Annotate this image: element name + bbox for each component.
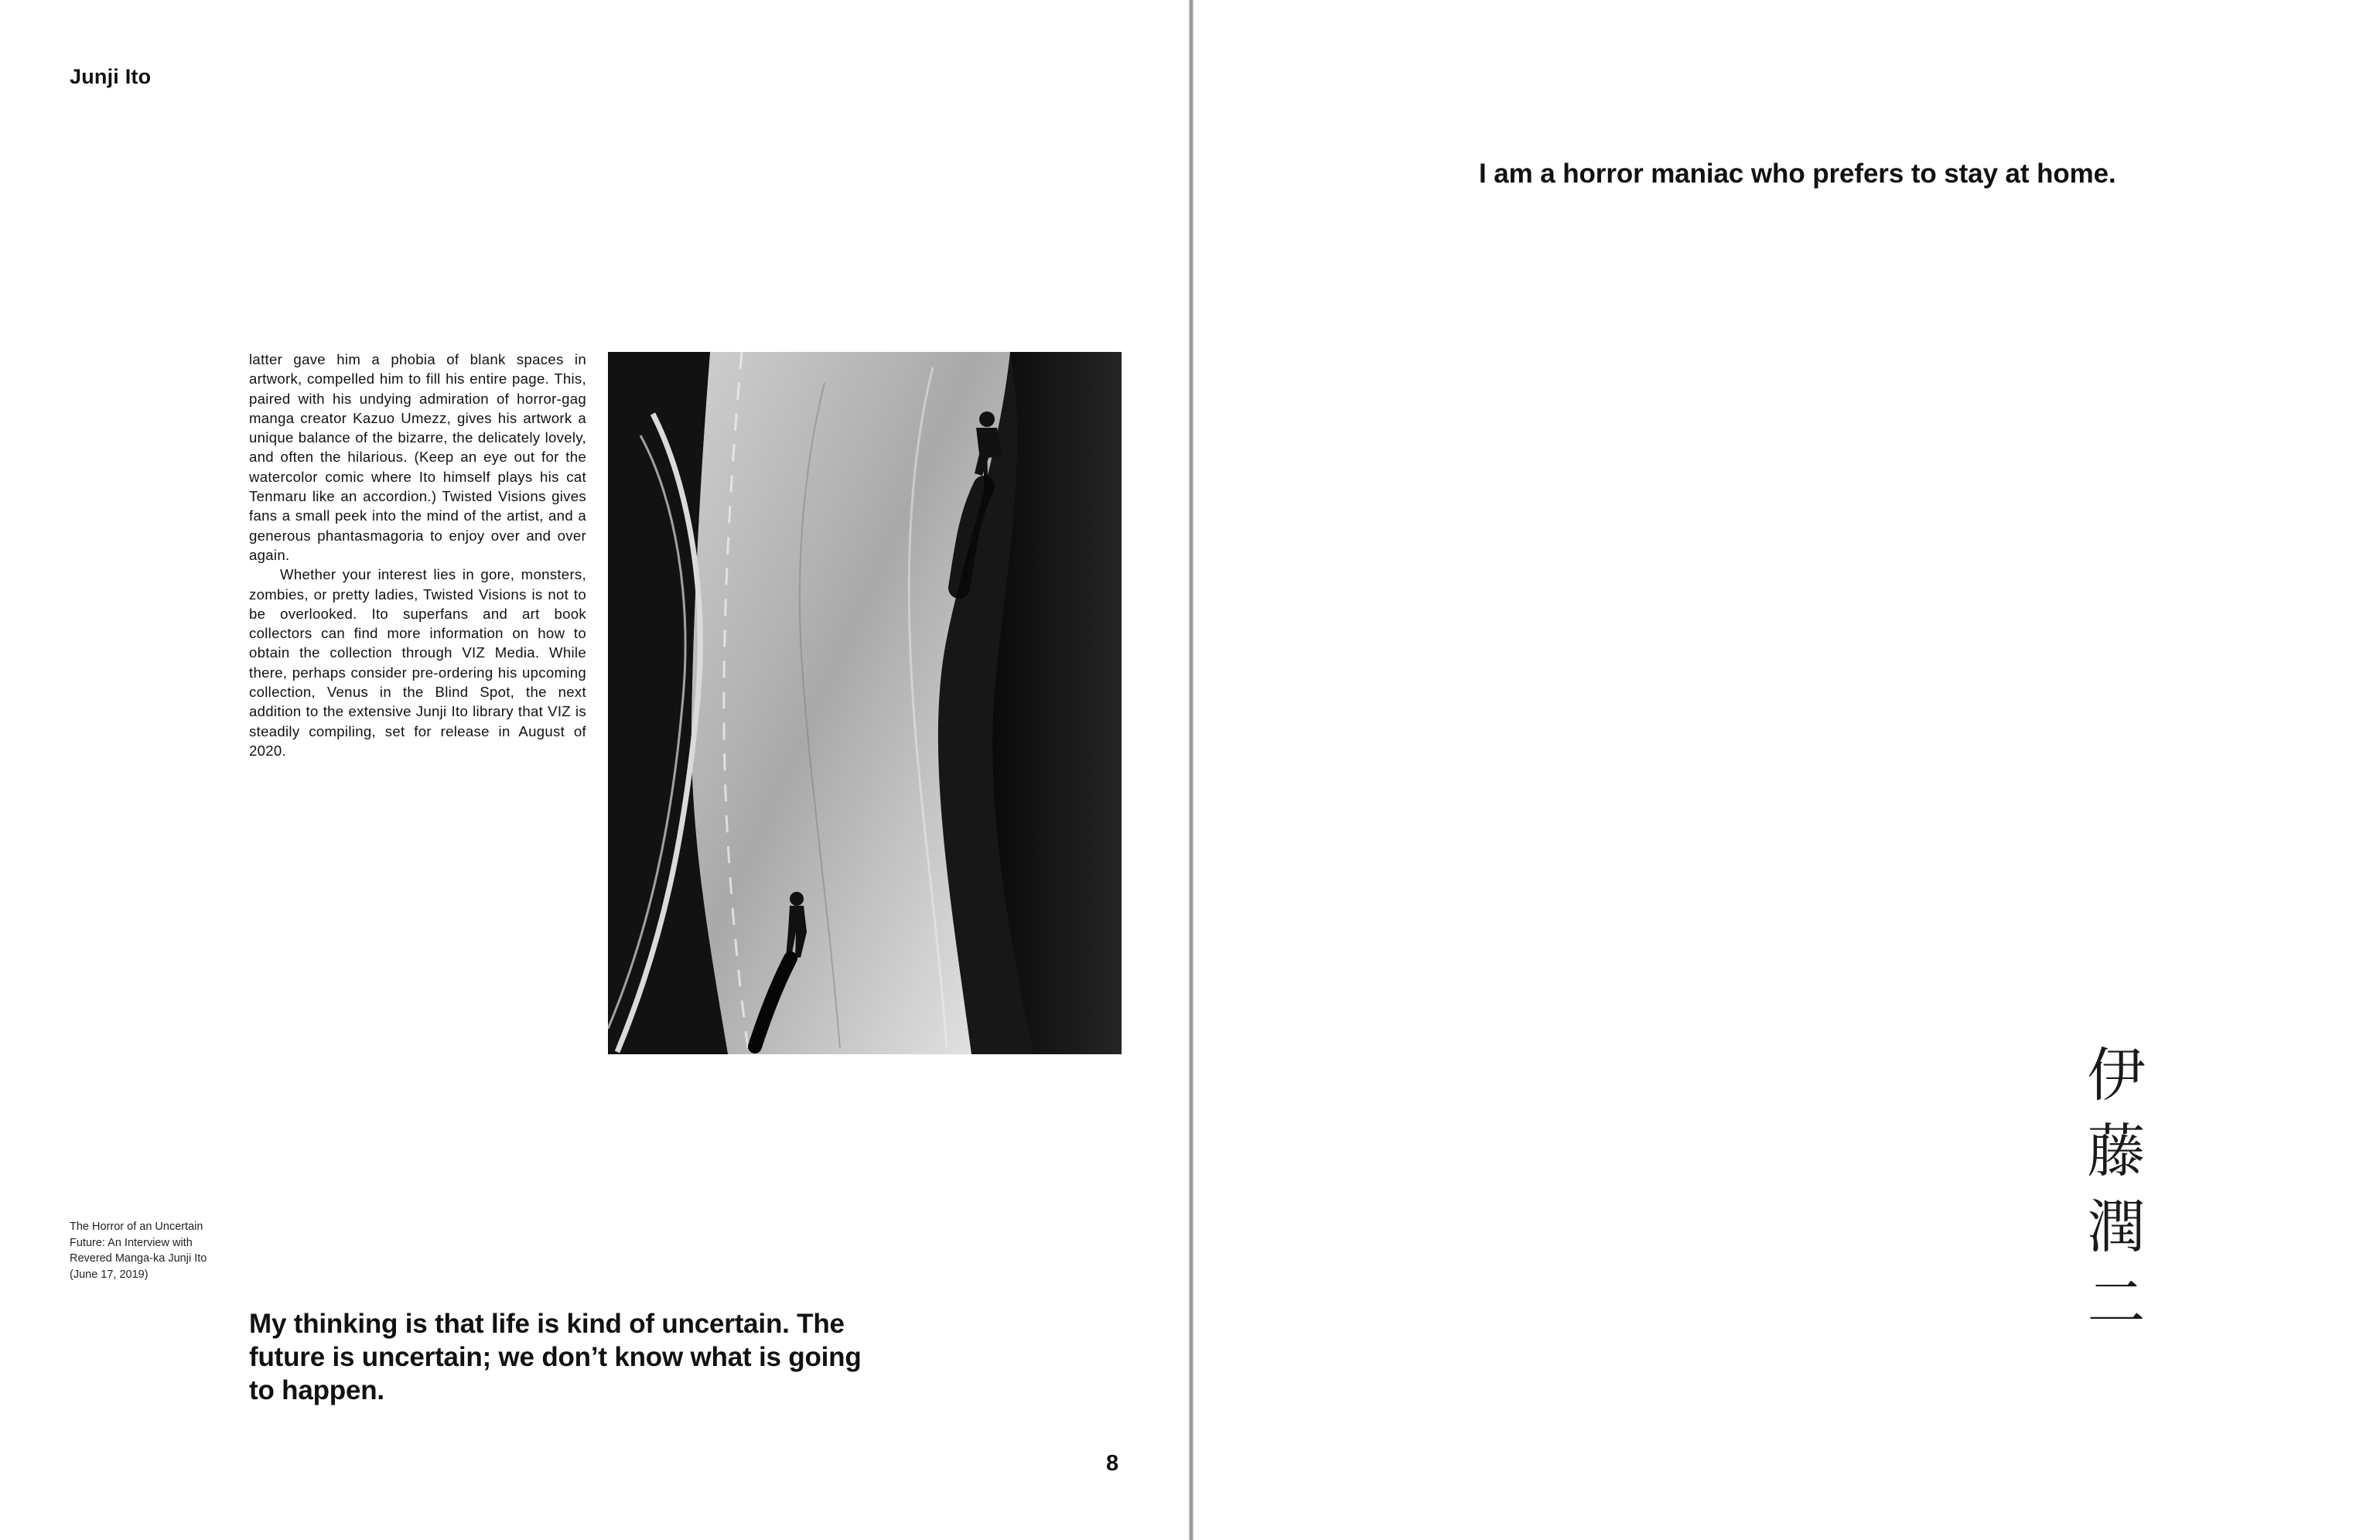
source-note: The Horror of an Uncertain Future: An Interview with Revered Manga-ka Junji Ito (June 17, 2019) bbox=[70, 1221, 207, 1281]
road-photo-illustration bbox=[608, 352, 1122, 1054]
right-page-quote: I am a horror maniac who prefers to stay at home. bbox=[1479, 159, 2116, 189]
name-character-1: 伊 bbox=[2087, 1041, 2146, 1109]
left-page bbox=[0, 0, 1189, 1540]
name-character-4: 二 bbox=[2087, 1269, 2146, 1337]
name-character-2: 藤 bbox=[2087, 1117, 2146, 1185]
road-cyclist-photo bbox=[608, 352, 1122, 1054]
article-body bbox=[249, 350, 586, 760]
name-character-3: 潤 bbox=[2087, 1193, 2146, 1261]
body-paragraph-2: Whether your interest lies in gore, monsters, zombies, or pretty ladies, Twisted Visions is not to be overlooked. Ito superfans and art book collectors can find more information on how to obtain the collection through VIZ Media. While there, perhaps consider pre-ordering his upcoming collection, Venus in the Blind Spot, the next addition to the extensive Junji Ito library that VIZ is steadily compiling, set for release in August of 2020. bbox=[249, 566, 586, 759]
right-page bbox=[1193, 0, 2380, 1540]
page-number: 8 bbox=[1106, 1451, 1119, 1476]
body-paragraph-1: latter gave him a phobia of blank spaces in artwork, compelled him to fill his entire page. This, paired with his undying admiration of horror-gag manga creator Kazuo Umezz, gives his artwork a unique balance of the bizarre, the delicately lovely, and often the hilarious. (Keep an eye out for the watercolor comic where Ito himself plays his cat Tenmaru like an accordion.) Twisted Visions gives fans a small peek into the mind of the artist, and a generous phantasmagoria to enjoy over and over again. bbox=[249, 351, 586, 563]
running-head: Junji Ito bbox=[70, 65, 152, 88]
japanese-name-vertical bbox=[2074, 1037, 2159, 1340]
pull-quote: My thinking is that life is kind of uncertain. The future is uncertain; we don’t know what is going to happen. bbox=[249, 1309, 862, 1405]
